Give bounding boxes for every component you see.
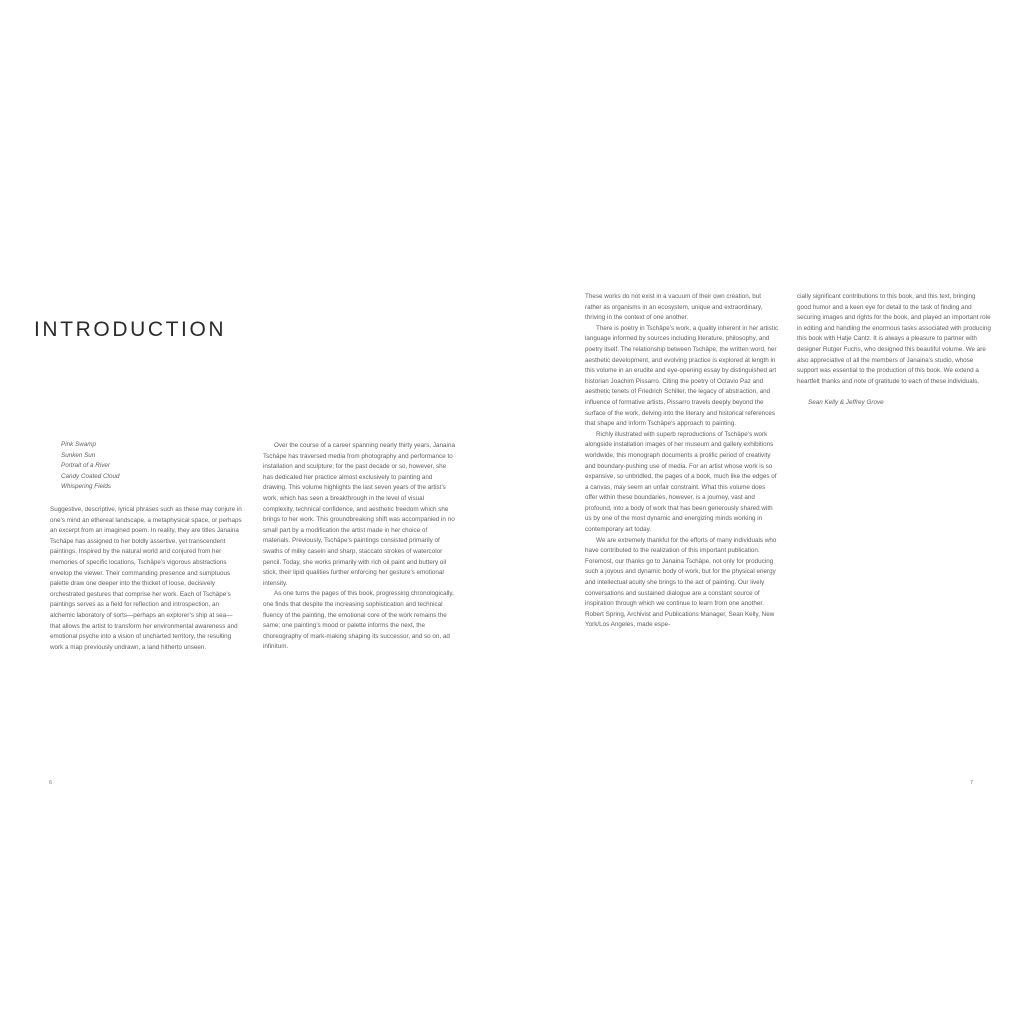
- body-paragraph: Suggestive, descriptive, lyrical phrases such as these may conjure in one’s mind an ethereal landscape, a metaphysical space, or perhaps an excerpt from an imagined poem. In reality, they are titles Janaina Tschäpe has assigned to her boldly assertive, yet transcendent paintings. Inspired by the natural world and conjured from her memories of specific locations, Tschäpe’s vigorous abstractions envelop the viewer. Their commanding presence and sumptuous palette draw one deeper into the thicket of loose, decisively orchestrated gestures that comprise her work. Each of Tschäpe’s paintings serves as a field for reflection and introspection, an alchemic laboratory of sorts—perhaps an explorer’s ship at sea—that allows the artist to transform her environmental awareness and emotional psyche into a vision of uncharted territory, the resulting work a map previously undrawn, a land hitherto unseen.: [50, 506, 242, 651]
- painting-title: Sunken Sun: [61, 451, 96, 459]
- painting-title: Portrait of a River: [61, 462, 110, 470]
- body-paragraph: Richly illustrated with superb reproductions of Tschäpe’s work alongside installation images of her museum and gallery exhibitions worldwide, this monograph documents a prolific period of creativity and boundary-pushing use of media. For an artist whose work is so expansive, so unbridled, the pages of a book, much like the edges of a canvas, may seem an unfair constraint. What this volume does offer within these boundaries, however, is a journey, vast and profound, into a body of work that has been generously shared with us by one of the most dynamic and energizing minds working in contemporary art today.: [585, 430, 777, 534]
- page-number-right: 7: [970, 780, 974, 786]
- text-column-1: [50, 505, 242, 653]
- page-number-left: 6: [49, 780, 53, 786]
- painting-title: Whispering Fields: [61, 483, 112, 491]
- text-column-4: [797, 292, 991, 409]
- painting-title: Pink Swamp: [61, 441, 96, 448]
- body-paragraph: These works do not exist in a vacuum of their own creation, but rather as organisms in an ecosystem, unique and extraordinary, thriving in the context of one another.: [585, 293, 763, 322]
- signature: Sean Kelly & Jeffrey Grove: [808, 399, 884, 407]
- body-paragraph: As one turns the pages of this book, progressing chronologically, one finds that despite the increasing sophistication and technical fluency of the painting, the emotional core of the work remains the same; one painting’s mood or palette informs the next, the choreography of mark-making shaping its successor, and so on, ad infinitum.: [263, 590, 454, 651]
- gutter: [511, 0, 512, 1024]
- body-paragraph: Over the course of a career spanning nearly thirty years, Janaina Tschäpe has traversed media from photography and performance to installation and sculpture; for the past decade or so, however, she has dedicated her practice almost exclusively to painting and drawing. This volume highlights the last seven years of the artist’s work, which has seen a breakthrough in the level of visual complexity, technical confidence, and aesthetic freedom which she brings to her work. This groundbreaking shift was accompanied in no small part by a modification the artist made in her choice of materials. Previously, Tschäpe’s paintings consisted primarily of swaths of milky casein and sharp, staccato strokes of watercolor pencil. Today, she works primarily with rich oil paint and buttery oil stick, their lipid qualities further enforcing her gesture’s emotional intensity.: [263, 442, 455, 587]
- painting-titles-list: [61, 440, 241, 493]
- body-paragraph: There is poetry in Tschäpe’s work, a quality inherent in her artistic language informed by sources including literature, philosophy, and poetry itself. The relationship between Tschäpe, the written word, her aesthetic development, and evolving practice is explored at length in this volume in an erudite and eye-opening essay by distinguished art historian Joachim Pissarro. Citing the poetry of Octavio Paz and aesthetic tenets of Friedrich Schiller, the legacy of abstraction, and influence of formative artists, Pissarro travels deeply beyond the surface of the work, delving into the literary and historical references that shape and inform Tschäpe’s approach to painting.: [585, 324, 779, 428]
- painting-title: Candy Coated Cloud: [61, 472, 120, 480]
- body-paragraph: We are extremely thankful for the efforts of many individuals who have contributed to the realization of this important publication. Foremost, our thanks go to Janaina Tschäpe, not only for producing such a joyous and dynamic body of work, but for the physical energy and intellectual acuity she brings to the act of painting. Our lively conversations and sustained dialogue are a constant source of inspiration through which we continue to learn from one another. Robert Spring, Archivist and Publications Manager, Sean Kelly, New York/Los Angeles, made espe-: [585, 536, 777, 629]
- text-column-3: [585, 292, 779, 631]
- text-column-2: [263, 441, 456, 653]
- page-title: INTRODUCTION: [34, 318, 227, 341]
- body-paragraph: cially significant contributions to this book, and this text, bringing good humor and a keen eye for detail to the task of finding and securing images and rights for the book, and played an important role in editing and handling the enormous tasks associated with producing this book with Hatje Cantz. It is always a pleasure to partner with designer Rutger Fuchs, who designed this beautiful volume. We are also appreciative of all the members of Janaina’s studio, whose support was essential to the production of this book. We extend a heartfelt thanks and note of gratitude to each of these individuals.: [797, 293, 991, 385]
